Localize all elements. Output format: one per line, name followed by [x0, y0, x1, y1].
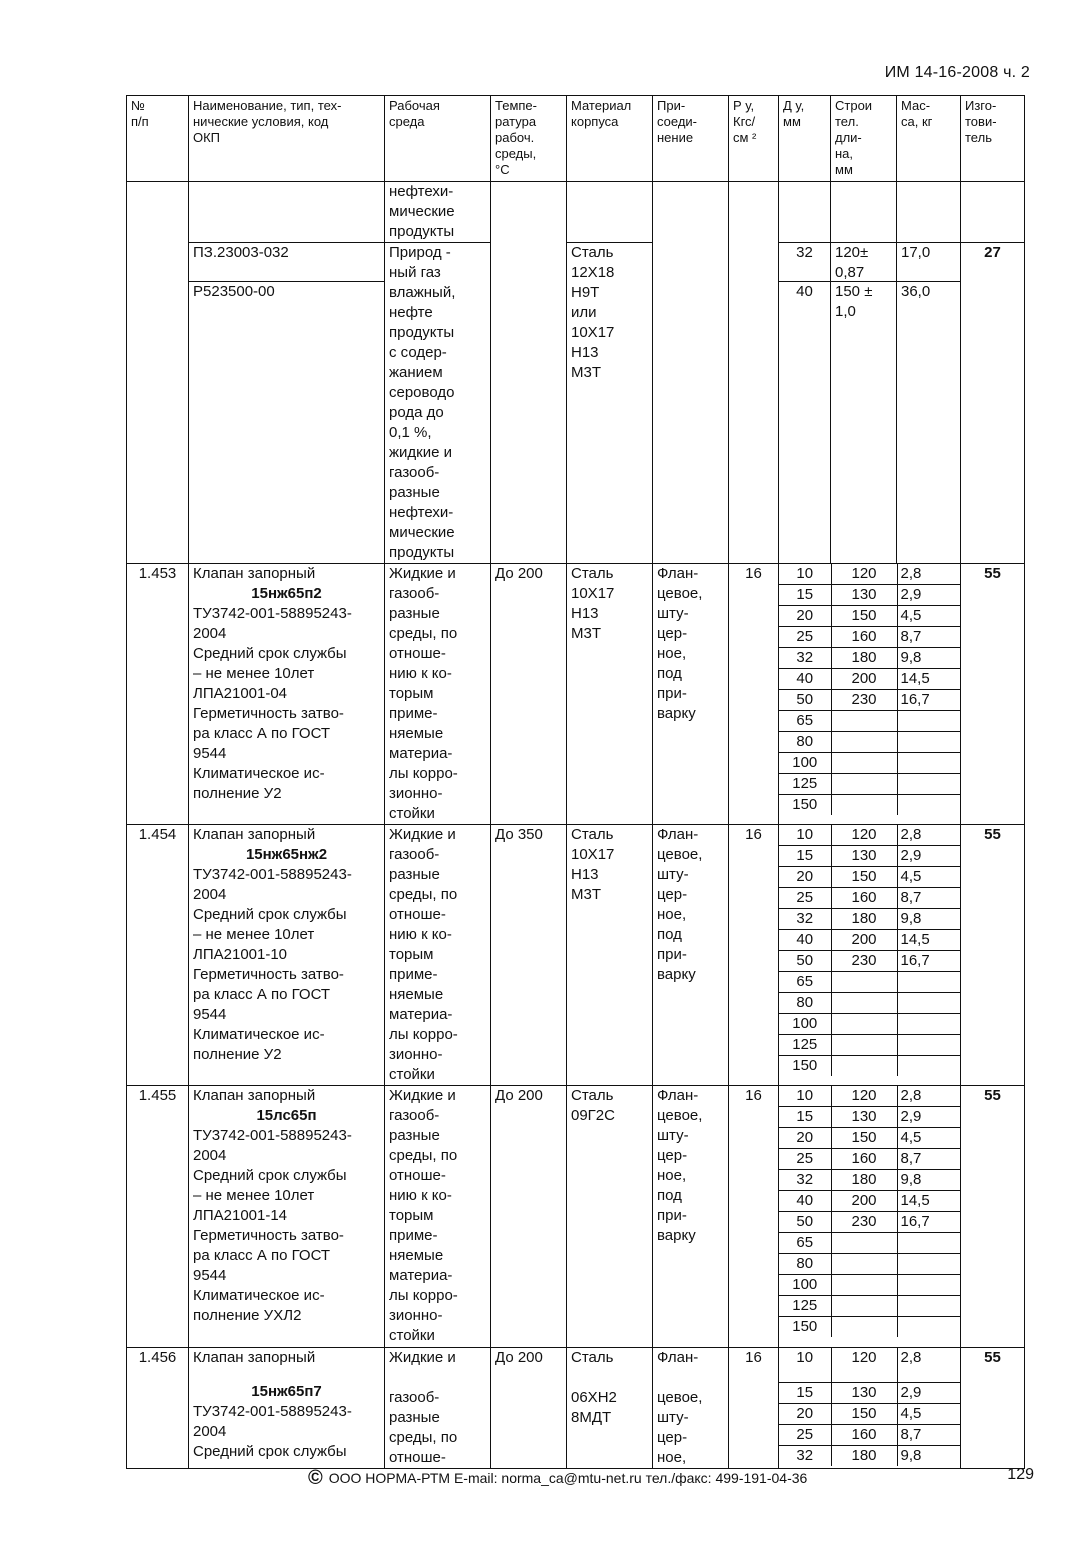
size-row [779, 669, 961, 690]
size-mass [897, 1014, 961, 1035]
item-row [127, 1348, 1025, 1469]
col-temp-header: Темпе- ратура рабоч. среды, °С [491, 96, 567, 182]
item-name-cell [189, 1086, 385, 1348]
size-dn: 25 [779, 1149, 831, 1170]
size-row [779, 1233, 961, 1254]
size-dn: 65 [779, 1233, 831, 1254]
size-mass: 14,5 [897, 930, 961, 951]
item-connection: Флан- цевое, шту- цер- ное, под при- варку [653, 564, 729, 825]
item-temperature: До 200 [491, 1086, 567, 1348]
item-pressure: 16 [729, 564, 779, 825]
size-row [779, 909, 961, 930]
size-row [779, 795, 961, 816]
size-dn: 65 [779, 711, 831, 732]
size-mass: 9,8 [897, 1170, 961, 1191]
size-length: 230 [831, 690, 897, 711]
size-mass [897, 1296, 961, 1317]
size-mass: 4,5 [897, 1403, 961, 1424]
size-length [831, 753, 897, 774]
item-number: 1.454 [127, 825, 189, 1086]
size-row [779, 690, 961, 711]
size-length: 160 [831, 1424, 897, 1445]
item-manufacturer: 55 [961, 825, 1025, 1086]
size-dn: 32 [779, 1170, 831, 1191]
item-medium: Жидкие и газооб- разные среды, по отноше- нию к ко- торым приме- няемые материа- лы корро- зионно- стойки [385, 825, 491, 1086]
size-dn: 10 [796, 1087, 814, 1104]
size-row [779, 930, 961, 951]
size-mass: 16,7 [897, 690, 961, 711]
size-row [779, 1317, 961, 1338]
size-length: 150 [831, 1128, 897, 1149]
size-row [779, 648, 961, 669]
item-sizes-cell [779, 1348, 961, 1469]
size-row [779, 1212, 961, 1233]
size-row [779, 1424, 961, 1445]
size-row [779, 585, 961, 606]
size-length: 120 [831, 1348, 897, 1382]
size-dn: 125 [779, 1035, 831, 1056]
size-mass: 9,8 [897, 909, 961, 930]
size-row [779, 753, 961, 774]
size-mass: 9,8 [897, 1445, 961, 1466]
size-mass [897, 1317, 961, 1338]
item-sizes-table [779, 1086, 961, 1337]
col-connection-header: При- соеди- нение [653, 96, 729, 182]
cont-mass-cell-2 [897, 243, 961, 564]
size-row [779, 1445, 961, 1466]
cont-connection-cell-2 [653, 243, 729, 564]
size-length [831, 1317, 897, 1338]
cont-connection-cell [653, 182, 729, 243]
cont-length-1: 120± 0,87 [835, 244, 869, 281]
size-mass [897, 753, 961, 774]
item-sizes-cell [779, 1086, 961, 1348]
size-dn: 25 [779, 1424, 831, 1445]
size-mass: 2,8 [897, 1086, 961, 1107]
size-length [831, 1056, 897, 1077]
item-pressure: 16 [729, 1086, 779, 1348]
cont-length-2: 150 ± 1,0 [831, 281, 896, 322]
size-mass: 2,8 [897, 1348, 961, 1382]
item-description: ТУ3742-001-58895243- 2004 Средний срок службы – не менее 10лет ЛПА21001-14 Герметичность затво- ра класс А по ГОСТ 9544 Климатическое ис- полнение УХЛ2 [193, 1127, 352, 1324]
valves-table [126, 95, 1025, 1469]
item-number: 1.455 [127, 1086, 189, 1348]
size-length: 200 [831, 1191, 897, 1212]
col-dn-header: Д у, мм [779, 96, 831, 182]
item-sizes-table [779, 564, 961, 815]
item-sizes-table [779, 825, 961, 1076]
table-header-row [127, 96, 1025, 182]
size-dn: 80 [779, 993, 831, 1014]
item-pressure: 16 [729, 825, 779, 1086]
item-sizes-table [779, 1348, 961, 1466]
col-name-header: Наименование, тип, тех- нические условия, код ОКП [189, 96, 385, 182]
size-row [779, 1296, 961, 1317]
size-dn: 15 [779, 1107, 831, 1128]
item-model: 15нж65нж2 [245, 846, 328, 863]
cont-mass-2: 36,0 [897, 281, 960, 302]
item-connection: Флан- цевое, шту- цер- ное, под при- варку [653, 825, 729, 1086]
size-row [779, 564, 961, 585]
size-length [831, 774, 897, 795]
item-title: Клапан запорный [193, 565, 316, 582]
item-model: 15лс65п [256, 1107, 317, 1124]
size-dn: 100 [779, 1014, 831, 1035]
size-dn: 32 [779, 909, 831, 930]
size-dn: 32 [779, 648, 831, 669]
item-medium: Жидкие и газооб- разные среды, по отноше- [385, 1348, 491, 1469]
size-length: 180 [831, 909, 897, 930]
copyright-icon: © [308, 1467, 323, 1489]
cont-temp-cell [491, 182, 567, 243]
size-length [831, 993, 897, 1014]
size-row [779, 627, 961, 648]
size-row [779, 1107, 961, 1128]
item-sizes-cell [779, 825, 961, 1086]
size-dn: 50 [779, 1212, 831, 1233]
col-medium-header: Рабочая среда [385, 96, 491, 182]
size-row [779, 1170, 961, 1191]
size-mass [897, 795, 961, 816]
size-mass: 8,7 [897, 627, 961, 648]
size-mass [897, 1254, 961, 1275]
size-mass: 4,5 [897, 1128, 961, 1149]
item-connection: Флан- цевое, шту- цер- ное, [653, 1348, 729, 1469]
size-dn: 125 [779, 774, 831, 795]
continuation-row-top [127, 182, 1025, 243]
size-row [779, 1056, 961, 1077]
size-row [779, 1191, 961, 1212]
size-mass: 8,7 [897, 1424, 961, 1445]
size-length: 120 [831, 1086, 897, 1107]
size-length: 180 [831, 648, 897, 669]
size-length: 130 [831, 1382, 897, 1403]
size-row [779, 606, 961, 627]
size-row [779, 993, 961, 1014]
size-length: 150 [831, 867, 897, 888]
size-mass: 4,5 [897, 867, 961, 888]
size-length [831, 795, 897, 816]
size-dn: 125 [779, 1296, 831, 1317]
size-length: 130 [831, 1107, 897, 1128]
size-length: 150 [831, 1403, 897, 1424]
cont-medium: Природ - ный газ влажный, нефте продукты с содер- жанием сероводо рода до 0,1 %, жидкие и газооб- разные нефтехи- мические продукты [385, 243, 491, 564]
cont-num-cell [127, 182, 189, 243]
size-mass: 2,8 [897, 564, 961, 585]
size-length: 150 [831, 606, 897, 627]
size-dn: 50 [779, 951, 831, 972]
size-dn: 80 [779, 1254, 831, 1275]
item-manufacturer: 55 [961, 564, 1025, 825]
size-mass [897, 711, 961, 732]
size-row [779, 1149, 961, 1170]
col-material-header: Материал корпуса [567, 96, 653, 182]
size-mass [897, 972, 961, 993]
size-dn: 50 [779, 690, 831, 711]
item-name-cell [189, 1348, 385, 1469]
size-length: 200 [831, 930, 897, 951]
size-row [779, 1128, 961, 1149]
size-dn: 20 [779, 1403, 831, 1424]
continuation-row-main [127, 243, 1025, 564]
size-mass: 14,5 [897, 1191, 961, 1212]
size-length [831, 1014, 897, 1035]
cont-mass-cell [897, 182, 961, 243]
size-dn: 10 [796, 826, 814, 843]
item-medium: Жидкие и газооб- разные среды, по отноше- нию к ко- торым приме- няемые материа- лы корро- зионно- стойки [385, 564, 491, 825]
item-description: ТУ3742-001-58895243- 2004 Средний срок службы – не менее 10лет ЛПА21001-04 Герметичность затво- ра класс А по ГОСТ 9544 Климатическое ис- полнение У2 [193, 605, 352, 802]
item-description: ТУ3742-001-58895243- 2004 Средний срок службы [193, 1403, 352, 1460]
size-length [831, 1233, 897, 1254]
item-description: ТУ3742-001-58895243- 2004 Средний срок службы – не менее 10лет ЛПА21001-10 Герметичность затво- ра класс А по ГОСТ 9544 Климатическое ис- полнение У2 [193, 866, 352, 1063]
size-length: 180 [831, 1170, 897, 1191]
cont-temp-cell-2 [491, 243, 567, 564]
size-mass: 2,9 [897, 585, 961, 606]
item-number: 1.453 [127, 564, 189, 825]
size-row [779, 1254, 961, 1275]
item-title: Клапан запорный [193, 826, 316, 843]
size-length: 230 [831, 951, 897, 972]
size-row [779, 711, 961, 732]
cont-codes-cell [189, 243, 385, 564]
item-sizes-cell [779, 564, 961, 825]
footer-text: ООО НОРМА-РТМ E-mail: norma_ca@mtu-net.ru тел./факс: 499-191-04-36 [328, 1470, 808, 1486]
size-row [779, 972, 961, 993]
item-material: Сталь 06ХН2 8МДТ [567, 1348, 653, 1469]
page-footer [308, 1467, 808, 1489]
size-dn: 10 [796, 565, 814, 582]
item-material: Сталь 10Х17 Н13 М3Т [567, 825, 653, 1086]
item-pressure: 16 [729, 1348, 779, 1469]
size-length: 180 [831, 1445, 897, 1466]
item-row [127, 564, 1025, 825]
size-dn: 150 [779, 1317, 831, 1338]
size-mass: 8,7 [897, 888, 961, 909]
size-mass [897, 1035, 961, 1056]
cont-length-cell [831, 182, 897, 243]
size-mass [897, 732, 961, 753]
cont-dn-2: 40 [779, 281, 830, 302]
cont-mass-1: 17,0 [901, 244, 931, 261]
item-name-cell [189, 564, 385, 825]
size-mass: 16,7 [897, 951, 961, 972]
size-dn: 20 [779, 867, 831, 888]
size-length [831, 711, 897, 732]
cont-code-2: Р523500-00 [189, 281, 384, 302]
item-row [127, 1086, 1025, 1348]
col-manufacturer-header: Изго- тови- тель [961, 96, 1025, 182]
size-length: 120 [831, 825, 897, 846]
document-id: ИМ 14-16-2008 ч. 2 [884, 64, 1030, 81]
size-length: 160 [831, 627, 897, 648]
size-length: 160 [831, 888, 897, 909]
size-mass: 2,8 [897, 825, 961, 846]
size-length [831, 1035, 897, 1056]
size-dn: 150 [779, 795, 831, 816]
cont-dn-1: 32 [796, 244, 813, 261]
size-mass [897, 1233, 961, 1254]
size-dn: 80 [779, 732, 831, 753]
size-row [779, 1382, 961, 1403]
size-mass: 16,7 [897, 1212, 961, 1233]
size-dn: 32 [779, 1445, 831, 1466]
cont-num-cell-2 [127, 243, 189, 564]
item-temperature: До 200 [491, 564, 567, 825]
item-material: Сталь 10Х17 Н13 М3Т [567, 564, 653, 825]
size-dn: 10 [796, 1349, 814, 1366]
item-connection: Флан- цевое, шту- цер- ное, под при- варку [653, 1086, 729, 1348]
cont-length-cell-2 [831, 243, 897, 564]
item-manufacturer: 55 [961, 1086, 1025, 1348]
size-length [831, 972, 897, 993]
size-row [779, 1348, 961, 1382]
item-title: Клапан запорный [193, 1087, 316, 1104]
size-mass: 8,7 [897, 1149, 961, 1170]
size-mass [897, 1056, 961, 1077]
item-manufacturer: 55 [961, 1348, 1025, 1469]
cont-material-cell [567, 182, 653, 243]
size-mass: 2,9 [897, 1107, 961, 1128]
cont-manufacturer: 27 [961, 243, 1025, 564]
size-dn: 150 [779, 1056, 831, 1077]
size-mass: 2,9 [897, 846, 961, 867]
size-dn: 100 [779, 1275, 831, 1296]
size-dn: 20 [779, 1128, 831, 1149]
size-mass [897, 993, 961, 1014]
size-mass: 9,8 [897, 648, 961, 669]
size-length: 160 [831, 1149, 897, 1170]
size-dn: 15 [779, 1382, 831, 1403]
size-mass: 4,5 [897, 606, 961, 627]
item-title: Клапан запорный [193, 1349, 316, 1366]
size-row [779, 1086, 961, 1107]
size-row [779, 732, 961, 753]
size-row [779, 825, 961, 846]
size-dn: 40 [779, 1191, 831, 1212]
size-row [779, 1403, 961, 1424]
cont-material: Сталь 12Х18 Н9Т или 10Х17 Н13 М3Т [567, 243, 653, 564]
size-row [779, 867, 961, 888]
size-dn: 40 [779, 669, 831, 690]
col-pressure-header: Р у, Кгс/ см ² [729, 96, 779, 182]
size-dn: 65 [779, 972, 831, 993]
size-length: 130 [831, 846, 897, 867]
item-model: 15нж65п2 [251, 585, 322, 602]
item-temperature: До 350 [491, 825, 567, 1086]
item-temperature: До 200 [491, 1348, 567, 1469]
size-length: 230 [831, 1212, 897, 1233]
col-num-header: № п/п [127, 96, 189, 182]
page-number: 129 [1007, 1466, 1034, 1483]
size-row [779, 951, 961, 972]
size-mass [897, 774, 961, 795]
size-length: 120 [831, 564, 897, 585]
size-mass [897, 1275, 961, 1296]
item-material: Сталь 09Г2С [567, 1086, 653, 1348]
cont-pressure-cell-2 [729, 243, 779, 564]
size-mass: 2,9 [897, 1382, 961, 1403]
size-row [779, 888, 961, 909]
size-mass: 14,5 [897, 669, 961, 690]
size-row [779, 774, 961, 795]
size-length [831, 1275, 897, 1296]
cont-name-cell [189, 182, 385, 243]
cont-manufacturer-cell [961, 182, 1025, 243]
size-dn: 25 [779, 888, 831, 909]
size-dn: 25 [779, 627, 831, 648]
size-length [831, 1296, 897, 1317]
item-medium: Жидкие и газооб- разные среды, по отноше- нию к ко- торым приме- няемые материа- лы корро- зионно- стойки [385, 1086, 491, 1348]
size-row [779, 1014, 961, 1035]
cont-pressure-cell [729, 182, 779, 243]
cont-dn-cell-2 [779, 243, 831, 564]
size-row [779, 846, 961, 867]
size-dn: 15 [779, 585, 831, 606]
size-row [779, 1035, 961, 1056]
size-length [831, 1254, 897, 1275]
size-dn: 20 [779, 606, 831, 627]
item-number: 1.456 [127, 1348, 189, 1469]
item-model: 15нж65п7 [251, 1383, 322, 1400]
size-length: 130 [831, 585, 897, 606]
size-row [779, 1275, 961, 1296]
cont-medium-tail: нефтехи- мические продукты [385, 182, 491, 243]
col-mass-header: Мас- са, кг [897, 96, 961, 182]
size-dn: 15 [779, 846, 831, 867]
item-row [127, 825, 1025, 1086]
cont-code-1: ПЗ.23003-032 [193, 244, 289, 261]
cont-dn-cell [779, 182, 831, 243]
size-dn: 40 [779, 930, 831, 951]
size-dn: 100 [779, 753, 831, 774]
size-length: 200 [831, 669, 897, 690]
size-length [831, 732, 897, 753]
col-length-header: Строи тел. дли- на, мм [831, 96, 897, 182]
item-name-cell [189, 825, 385, 1086]
